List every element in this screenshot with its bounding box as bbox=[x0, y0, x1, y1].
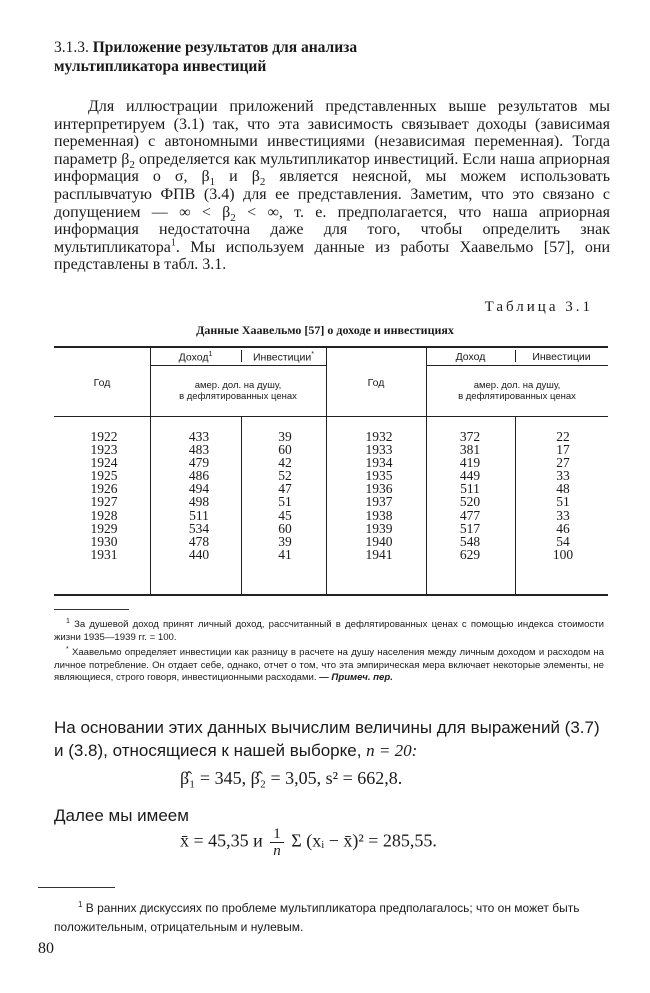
header-year-right: Год bbox=[367, 377, 385, 389]
table-title: Данные Хаавельмо [57] о доходе и инвестициях bbox=[196, 323, 454, 337]
years-left-column: 1922 1923 1924 1925 1926 1927 1928 1929 1930 1931 bbox=[90, 429, 118, 562]
table-top-rule bbox=[54, 346, 608, 348]
table-footnotes bbox=[54, 616, 604, 684]
section-number: 3.1.3. bbox=[54, 39, 89, 56]
left-unit-rule bbox=[150, 365, 326, 366]
header-invest-right: Инвестиции bbox=[532, 351, 591, 363]
income-left-column: 433 483 479 486 494 498 511 534 478 440 bbox=[188, 429, 210, 562]
further-paragraph: Далее мы имеем bbox=[54, 806, 189, 825]
table-bottom-rule bbox=[54, 594, 608, 596]
fraction: $\frac{1}{n}$ bbox=[270, 826, 284, 859]
formula-mean-variance: x̄ = 45,35 и $\frac{1}{n}$ Σ (xᵢ − x̄)² = 285,55. bbox=[180, 826, 437, 859]
formula-estimates: β̂₁ = 345, β̂₂ = 3,05, s² = 662,8. bbox=[180, 768, 403, 788]
table-caption: Таблица 3.1 bbox=[484, 299, 593, 315]
bottom-footnote-rule bbox=[38, 887, 115, 888]
table-header-rule bbox=[54, 416, 608, 417]
header-income-left: Доход$^1$ bbox=[178, 351, 213, 364]
header-invest-left: Инвестиции* bbox=[252, 351, 315, 364]
bottom-footnote: $^1$ В ранних дискуссиях по проблеме мультипликатора предполагалось; что он может быть положительным, отрицательным и нулевым. bbox=[54, 900, 580, 934]
data-table bbox=[54, 346, 608, 596]
header-year-left: Год bbox=[93, 377, 111, 389]
footnote-1: $^1$ За душевой доход принят личный доход, рассчитанный в дефлятированных ценах с помощью индекса стоимости жизни 1935—1939 гг. = 100. bbox=[54, 618, 604, 643]
results-paragraph: На основании этих данных вычислим величины для выражений (3.7) и (3.8), относящиеся к нашей выборке, n = 20: bbox=[54, 718, 600, 760]
invest-left-column: 39 60 42 52 47 51 45 60 39 41 bbox=[278, 429, 292, 562]
header-income-right: Доход bbox=[455, 351, 486, 363]
invest-right-column: 22 17 27 33 48 51 33 46 54 100 bbox=[552, 429, 574, 562]
section-title-line1: Приложение результатов для анализа bbox=[92, 39, 358, 56]
intro-paragraph: Для иллюстрации приложений представленных выше результатов мы интерпретируем (3.1) так, что эта зависимость связывает доходы (зависимая переменная) с автономными инвестициями (независимая переменная). Тогда параметр $\beta_2$ определяется как мультипликатор инвестиций. Если наша априорная информация о σ, $\beta_1$ и $\beta_2$ является неясной, мы можем использовать расплывчатую ФПВ (3.4) для ее представления. Заметим, что это связано с допущением — ∞ < $\beta_2$ < ∞, т. е. предполагается, что наша априорная информация недостаточна даже для того, чтобы определить знак мультипликатора$^1$. Мы используем данные из работы Хаавельмо [57], они представлены в табл. 3.1. bbox=[54, 98, 611, 274]
footnote-2: * Хаавельмо определяет инвестиции как разницу в расчете на душу населения между личным доходом и расходом на личное потребление. Он отдает себе, однако, отчет о том, что эта эмпирическая мера включает некоторые элементы, не являющиеся, строго говоря, инвестиционными расходами. — Примеч. пер. bbox=[54, 646, 604, 683]
page-number: 80 bbox=[38, 940, 54, 957]
income-right-column: 372 381 419 449 511 520 477 517 548 629 bbox=[459, 429, 481, 562]
footnote-rule bbox=[54, 609, 129, 610]
section-title-line2: мультипликатора инвестиций bbox=[54, 58, 267, 75]
right-unit-rule bbox=[426, 365, 608, 366]
unit-label-right: амер. дол. на душу, в дефлятированных ценах bbox=[458, 380, 576, 402]
years-right-column: 1932 1933 1934 1935 1936 1937 1938 1939 1940 1941 bbox=[365, 429, 393, 562]
unit-label-left: амер. дол. на душу, в дефлятированных ценах bbox=[179, 380, 297, 402]
section-heading bbox=[54, 38, 594, 76]
